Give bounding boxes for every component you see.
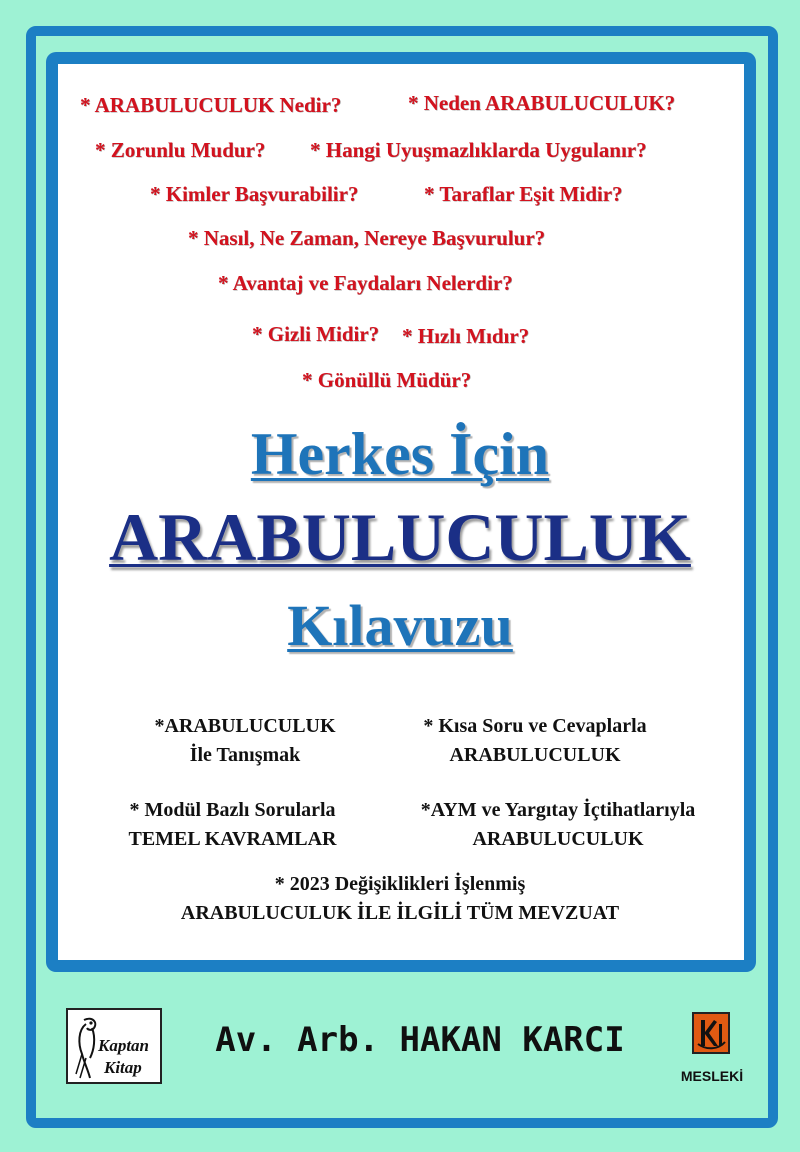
feature-case-law-line-2: ARABULUCULUK	[472, 828, 644, 850]
feature-short-qa-line-2: ARABULUCULUK	[449, 744, 621, 766]
kaptan-kitap-logo	[66, 1008, 162, 1084]
question-who-can-apply: * Kimler Başvurabilir?	[150, 182, 359, 206]
mesleki-logo	[692, 1012, 730, 1054]
title-line-2	[0, 498, 800, 577]
feature-introduction	[120, 712, 370, 770]
feature-legislation-line-1: * 2023 Değişiklikleri İşlenmiş	[274, 873, 526, 895]
feature-case-law	[382, 796, 734, 854]
feature-introduction-line-1: *ARABULUCULUK	[154, 715, 336, 737]
question-how-when-where: * Nasıl, Ne Zaman, Nereye Başvurulur?	[188, 226, 546, 250]
title-line-3	[0, 592, 800, 659]
feature-module-questions	[95, 796, 370, 854]
feature-module-questions-line-1: * Modül Bazlı Sorularla	[129, 799, 336, 821]
question-advantages: * Avantaj ve Faydaları Nelerdir?	[218, 271, 513, 295]
title-line-2-text: ARABULUCULUK	[109, 499, 691, 575]
feature-module-questions-line-2: TEMEL KAVRAMLAR	[128, 828, 337, 850]
mesleki-label: MESLEKİ	[680, 1068, 744, 1084]
feature-introduction-line-2: İle Tanışmak	[189, 744, 301, 766]
author-name: Av. Arb. HAKAN KARCI	[215, 1020, 625, 1060]
question-fast: * Hızlı Mıdır?	[402, 324, 530, 348]
feature-short-qa	[380, 712, 690, 770]
logo-text-line-1: Kaptan	[98, 1036, 150, 1055]
title-line-1	[0, 420, 800, 489]
logo-text-line-2: Kitap	[104, 1058, 142, 1077]
question-voluntary: * Gönüllü Müdür?	[302, 368, 472, 392]
question-why: * Neden ARABULUCULUK?	[408, 91, 676, 115]
feature-case-law-line-1: *AYM ve Yargıtay İçtihatlarıyla	[420, 799, 696, 821]
title-line-1-text: Herkes İçin	[250, 421, 550, 487]
mesleki-emblem-icon	[694, 1014, 728, 1052]
question-mandatory: * Zorunlu Mudur?	[95, 138, 266, 162]
question-parties-equal: * Taraflar Eşit Midir?	[424, 182, 623, 206]
question-confidential: * Gizli Midir?	[252, 322, 380, 346]
question-which-disputes: * Hangi Uyuşmazlıklarda Uygulanır?	[310, 138, 647, 162]
feature-legislation	[100, 870, 700, 928]
feature-short-qa-line-1: * Kısa Soru ve Cevaplarla	[423, 715, 647, 737]
feature-legislation-line-2: ARABULUCULUK İLE İLGİLİ TÜM MEVZUAT	[180, 902, 620, 924]
title-line-3-text: Kılavuzu	[287, 593, 513, 658]
question-what-is: * ARABULUCULUK Nedir?	[80, 93, 342, 117]
